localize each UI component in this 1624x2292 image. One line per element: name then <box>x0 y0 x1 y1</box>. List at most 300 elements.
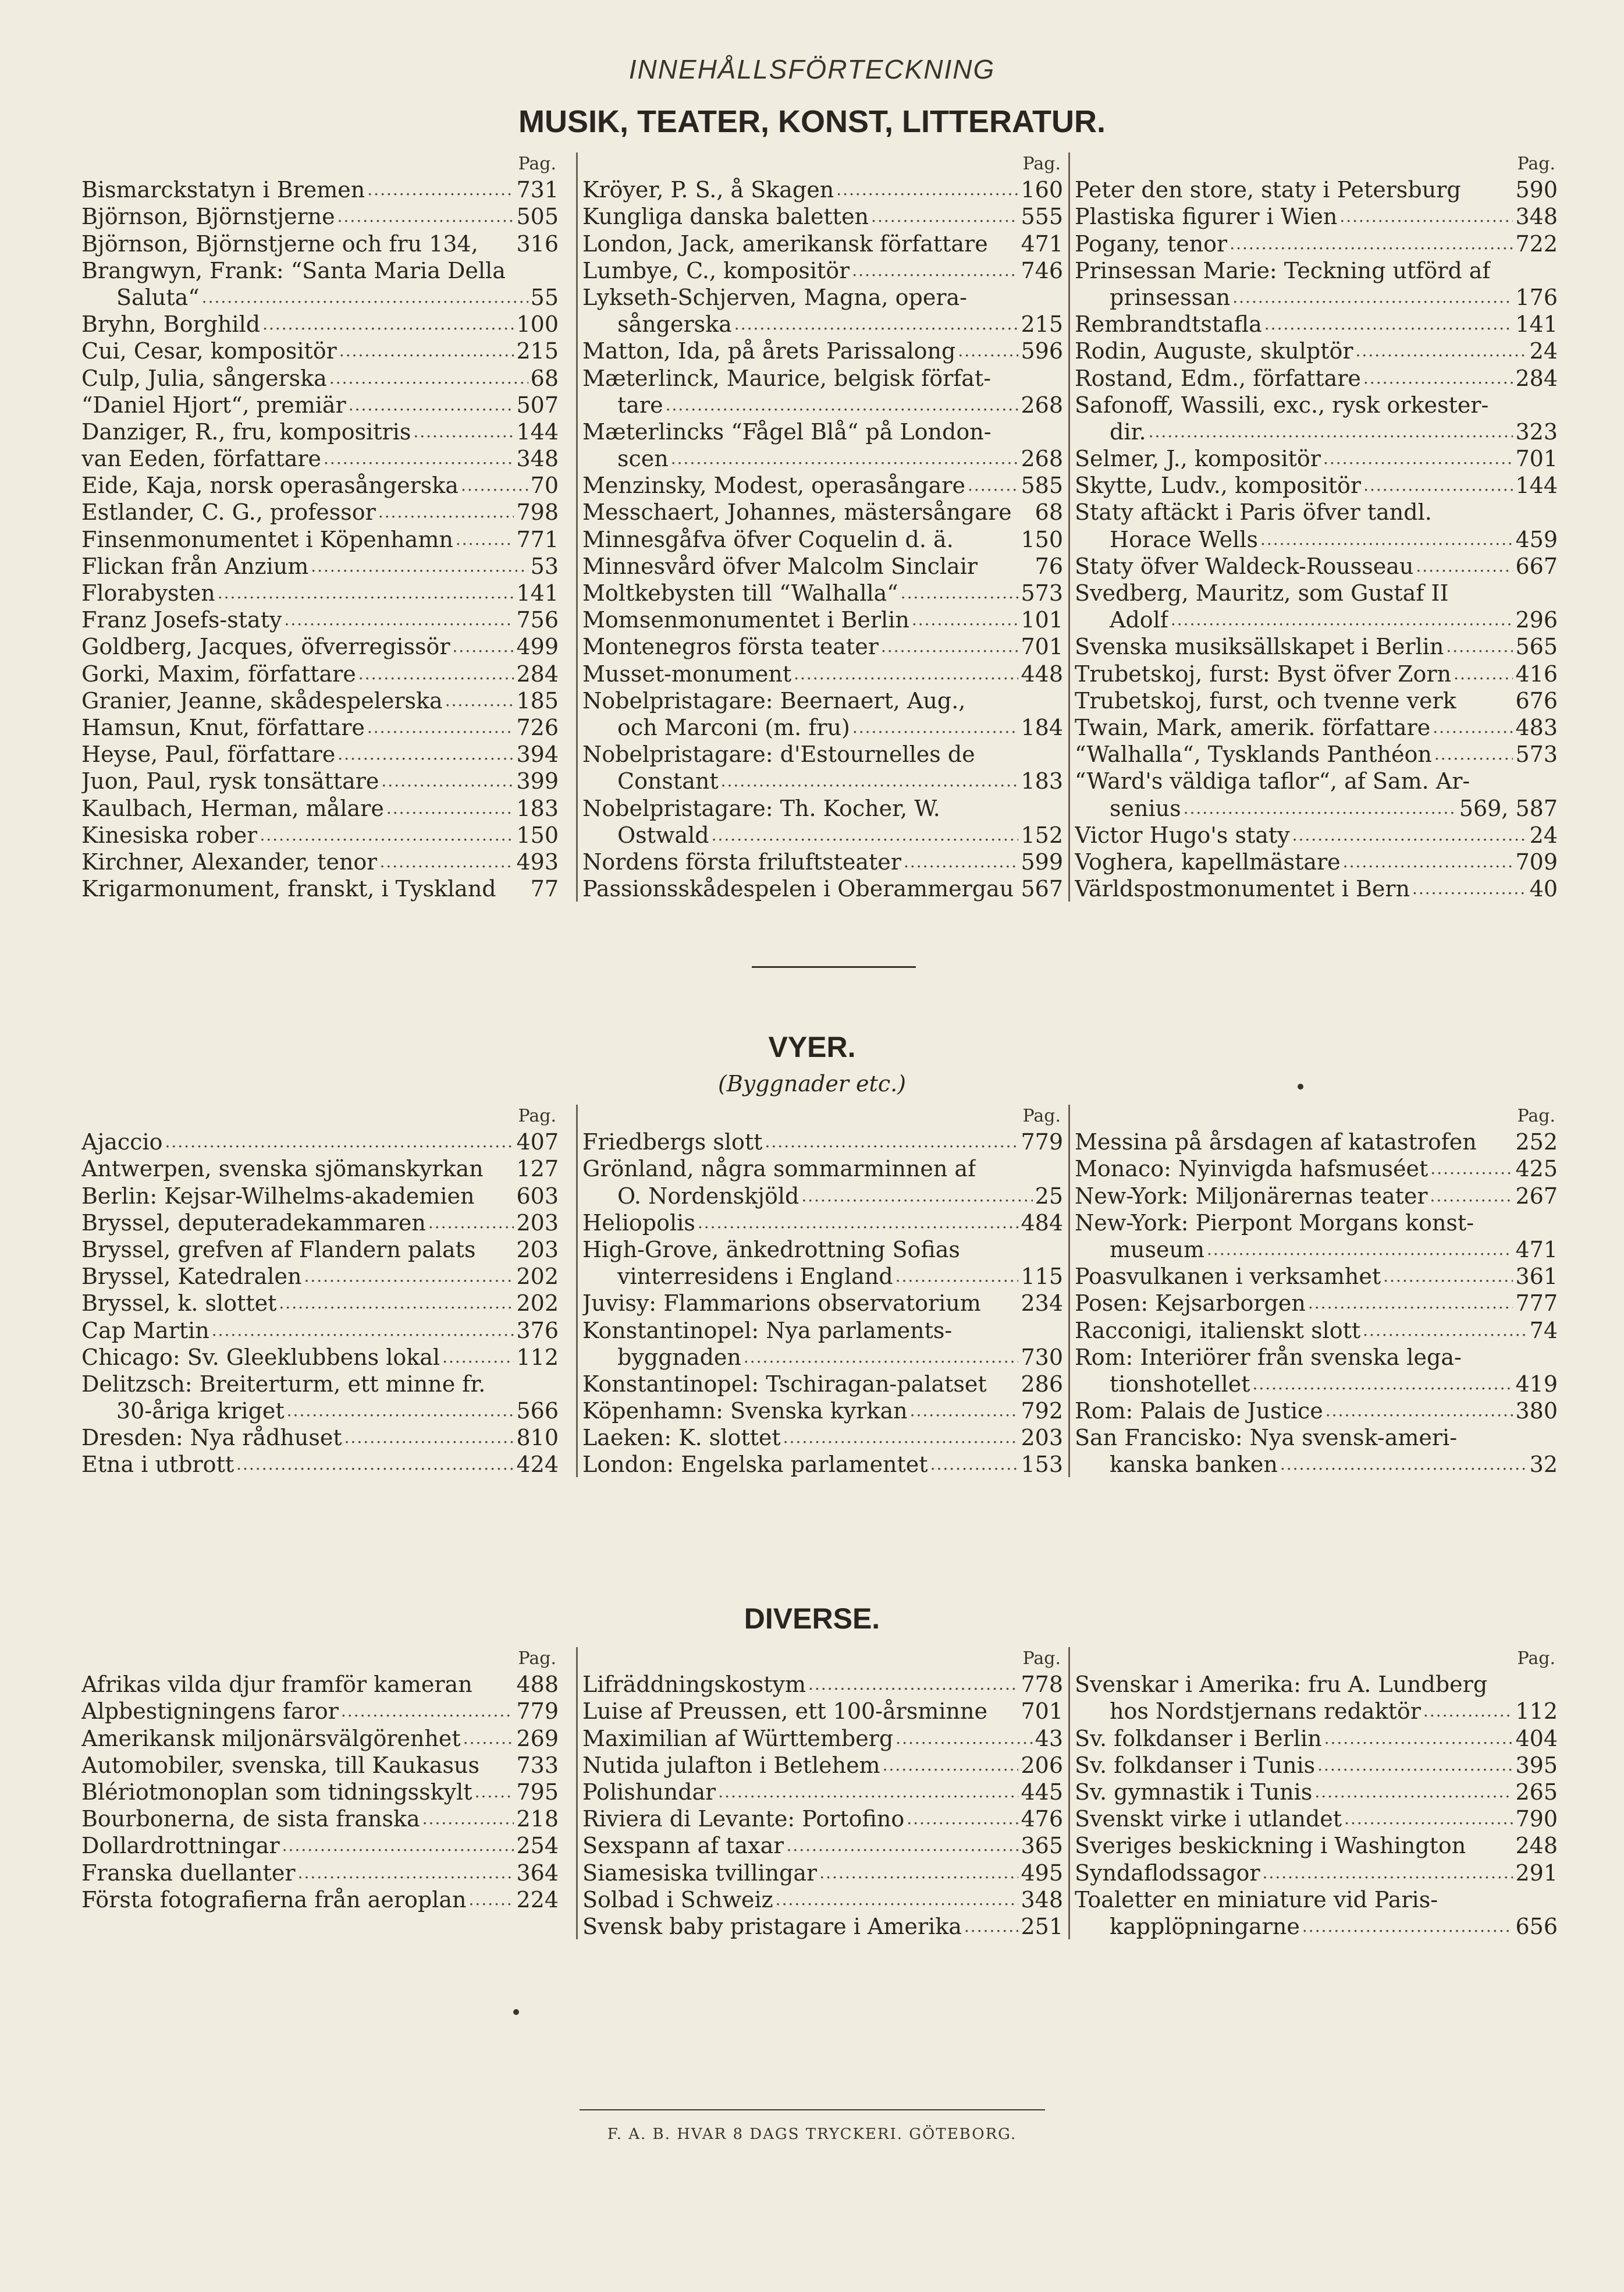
index-entry <box>582 1450 1063 1477</box>
page-number: 215 <box>1021 311 1063 338</box>
page-number: 810 <box>516 1425 559 1451</box>
dot-leader <box>384 796 514 821</box>
page-number: 183 <box>1021 768 1063 794</box>
entry-title: Etna i utbrott <box>81 1452 234 1478</box>
index-entry <box>81 337 559 364</box>
index-entry <box>1075 1316 1558 1343</box>
page-number: 733 <box>516 1752 559 1778</box>
index-entry <box>81 579 559 606</box>
index-entry <box>582 418 1063 445</box>
dot-leader <box>791 661 1018 687</box>
index-entry <box>81 1262 559 1289</box>
entry-title: Maximilian af Württemberg <box>582 1725 894 1751</box>
page-number: 152 <box>1021 822 1063 848</box>
entry-title: sångerska <box>617 311 732 338</box>
page-number: 596 <box>1021 338 1063 364</box>
entry-title: Dollardrottningar <box>81 1833 280 1859</box>
entry-title: Granier, Jeanne, skådespelerska <box>81 687 443 714</box>
index-entry <box>81 1370 559 1397</box>
entry-title: Blériotmonoplan som tidningsskylt <box>81 1779 472 1805</box>
entry-title: Twain, Mark, amerik. författare <box>1075 714 1431 740</box>
dot-leader <box>850 258 1018 283</box>
dot-leader <box>893 1264 1019 1289</box>
index-entry <box>1075 1805 1558 1832</box>
dot-leader <box>461 1726 514 1751</box>
entry-title: Montenegros första teater <box>582 634 879 660</box>
entry-title: Nordens första friluftsteater <box>582 849 901 875</box>
entry-title: Nobelpristagare: Th. Kocher, W. <box>582 795 940 821</box>
entry-title: Saluta“ <box>116 284 200 310</box>
index-entry <box>1075 687 1558 714</box>
dot-leader <box>346 392 514 418</box>
index-entry <box>81 498 559 525</box>
page-number: 419 <box>1515 1371 1558 1397</box>
page-number: 573 <box>1021 580 1063 606</box>
index-entry <box>582 1724 1063 1751</box>
print-speck <box>513 2009 519 2015</box>
index-entry <box>1075 794 1558 821</box>
entry-title: vinterresidens i England <box>617 1264 893 1290</box>
page-number: 68 <box>1035 499 1063 526</box>
page-number: 395 <box>1515 1752 1558 1778</box>
entry-title: New-York: Pierpont Morgans konst- <box>1075 1209 1474 1236</box>
index-entry <box>582 848 1063 875</box>
dot-leader <box>1204 1237 1513 1262</box>
dot-leader <box>209 1318 514 1343</box>
entry-title: byggnaden <box>617 1344 741 1370</box>
page-number: 153 <box>1021 1452 1063 1478</box>
entry-title: Minnesvård öfver Malcolm Sinclair <box>582 553 978 579</box>
entry-title: Konstantinopel: Nya parlaments- <box>582 1317 953 1343</box>
index-entry <box>81 848 559 875</box>
entry-title: Trubetskoj, furst: Byst öfver Zorn <box>1075 661 1452 687</box>
index-entry <box>582 229 1063 256</box>
index-entry <box>81 1778 559 1805</box>
dot-leader <box>880 1752 1019 1778</box>
vyer-column-1 <box>81 1105 559 1477</box>
running-head: INNEHÅLLSFÖRTECKNING <box>628 54 996 84</box>
entry-title: Kinesiska rober <box>81 822 258 848</box>
dot-leader <box>365 715 514 740</box>
index-entry <box>81 552 559 579</box>
dot-leader <box>356 661 514 687</box>
page-number: 316 <box>516 230 559 257</box>
page-number: 203 <box>516 1209 559 1236</box>
entry-title: Grönland, några sommarminnen af <box>582 1156 976 1182</box>
index-entry <box>1075 525 1558 552</box>
entry-title: “Walhalla“, Tysklands Panthéon <box>1075 741 1432 768</box>
page-number: 203 <box>1021 1425 1063 1451</box>
page-number: 505 <box>516 204 559 230</box>
page-number: 53 <box>530 553 559 579</box>
entry-title: Svedberg, Mauritz, som Gustaf II <box>1075 580 1449 606</box>
entry-title: Mæterlinck, Maurice, belgisk förfat- <box>582 365 992 391</box>
entry-title: Lifräddningskostym <box>582 1672 806 1698</box>
index-entry <box>81 1886 559 1913</box>
index-entry <box>1075 257 1558 283</box>
index-entry <box>81 525 559 552</box>
dot-leader <box>781 1425 1019 1450</box>
index-entry <box>81 445 559 471</box>
entry-title: Gorki, Maxim, författare <box>81 661 356 687</box>
entry-title: Luise af Preussen, ett 100-årsminne <box>582 1698 987 1725</box>
page-number: 476 <box>1021 1806 1063 1832</box>
index-entry <box>582 579 1063 606</box>
page-number: 150 <box>1021 526 1063 552</box>
page-number: 202 <box>516 1290 559 1317</box>
entry-title: Automobiler, svenska, till Kaukasus <box>81 1752 479 1778</box>
index-entry <box>1075 1128 1558 1155</box>
page-number: 112 <box>516 1344 559 1370</box>
index-entry <box>81 471 559 498</box>
entry-title: Peter den store, staty i Petersburg <box>1075 177 1461 203</box>
index-entry <box>1075 848 1558 875</box>
page-number: 100 <box>516 311 559 338</box>
index-entry <box>81 1832 559 1858</box>
entry-title: kapplöpningarne <box>1110 1913 1300 1939</box>
index-entry <box>582 606 1063 633</box>
index-entry <box>1075 1724 1558 1751</box>
index-entry <box>1075 606 1558 633</box>
index-entry <box>582 714 1063 740</box>
index-entry <box>81 821 559 848</box>
entry-title: Dresden: Nya rådhuset <box>81 1425 342 1451</box>
index-entry <box>1075 418 1558 445</box>
page-number: 127 <box>516 1156 559 1182</box>
page-number: 284 <box>1515 365 1558 391</box>
index-entry <box>1075 498 1558 525</box>
entry-title: Skytte, Ludv., kompositör <box>1075 473 1362 499</box>
dot-leader <box>773 1887 1019 1913</box>
page-number: 488 <box>516 1672 559 1698</box>
entry-title: Afrikas vilda djur framför kameran <box>81 1672 472 1698</box>
page-number: 348 <box>1515 204 1558 230</box>
index-entry <box>1075 1289 1558 1316</box>
dot-leader <box>879 634 1019 659</box>
vyer-column-2 <box>576 1105 1063 1477</box>
dot-leader <box>1360 1318 1527 1343</box>
entry-title: “Daniel Hjort“, premiär <box>81 392 346 418</box>
page-number: 507 <box>516 392 559 418</box>
dot-leader <box>1432 741 1513 767</box>
dot-leader <box>1337 204 1513 229</box>
page-number: 268 <box>1021 446 1063 472</box>
page-number: 448 <box>1021 661 1063 687</box>
dot-leader <box>1290 822 1527 848</box>
entry-title: Bourbonerna, de sista franska <box>81 1806 420 1832</box>
index-entry <box>81 1450 559 1477</box>
index-entry <box>81 176 559 203</box>
page-number: 234 <box>1021 1290 1063 1317</box>
entry-title: Friedbergs slott <box>582 1129 763 1155</box>
entry-title: Monaco: Nyinvigda hafsmuséet <box>1075 1156 1428 1182</box>
entry-title: Flickan från Anzium <box>81 553 309 579</box>
index-entry <box>582 1236 1063 1262</box>
section-title-vyer: VYER. <box>768 1031 856 1063</box>
page-number: 24 <box>1529 338 1558 364</box>
entry-title: Kungliga danska baletten <box>582 204 869 230</box>
index-entry <box>1075 821 1558 848</box>
entry-title: Danziger, R., fru, kompositris <box>81 418 411 445</box>
page-number: 756 <box>516 607 559 633</box>
index-entry <box>81 1858 559 1885</box>
index-entry <box>582 1858 1063 1885</box>
dot-leader <box>709 822 1019 848</box>
dot-leader <box>1262 311 1513 337</box>
entry-title: Laeken: K. slottet <box>582 1425 781 1451</box>
dot-leader <box>1353 338 1527 364</box>
page-number: 361 <box>1515 1264 1558 1290</box>
dot-leader <box>321 446 514 471</box>
dot-leader <box>440 1344 514 1370</box>
index-entry <box>582 1316 1063 1343</box>
index-entry <box>1075 1697 1558 1724</box>
index-entry <box>81 1316 559 1343</box>
entry-title: Bismarckstatyn i Bremen <box>81 177 365 203</box>
index-entry <box>81 229 559 256</box>
entry-title: museum <box>1110 1236 1205 1262</box>
dot-leader <box>1381 1264 1513 1289</box>
page-number: 365 <box>1021 1833 1063 1859</box>
page-number: 185 <box>516 687 559 714</box>
index-entry <box>582 767 1063 794</box>
page-number: 323 <box>1515 418 1558 445</box>
index-entry <box>582 1751 1063 1778</box>
page-number: 573 <box>1515 741 1558 768</box>
entry-title: Musset-monument <box>582 661 792 687</box>
page-number: 425 <box>1515 1156 1558 1182</box>
index-entry <box>582 552 1063 579</box>
page-number: 471 <box>1021 230 1063 257</box>
index-entry <box>582 1805 1063 1832</box>
page-number: 76 <box>1035 553 1063 579</box>
page-number: 141 <box>1515 311 1558 338</box>
entry-title: Lykseth-Schjerven, Magna, opera- <box>582 284 967 310</box>
dot-leader <box>1361 366 1513 391</box>
index-entry <box>582 633 1063 659</box>
index-entry <box>582 203 1063 229</box>
dot-leader <box>337 338 514 364</box>
entry-title: Bryssel, deputeradekammaren <box>81 1209 426 1236</box>
page-number: 24 <box>1529 822 1558 848</box>
page-number: 176 <box>1515 284 1558 310</box>
dot-leader <box>834 177 1018 203</box>
page-number: 268 <box>1021 392 1063 418</box>
page-number: 795 <box>516 1779 559 1805</box>
entry-title: Bryssel, k. slottet <box>81 1290 277 1317</box>
index-entry <box>582 1155 1063 1182</box>
entry-title: Bryhn, Borghild <box>81 311 261 338</box>
page-number: 348 <box>516 446 559 472</box>
index-entry <box>582 283 1063 310</box>
entry-title: Lumbye, C., kompositör <box>582 257 850 283</box>
page-number: 218 <box>516 1806 559 1832</box>
entry-title: kanska banken <box>1110 1452 1278 1478</box>
dot-leader <box>296 1860 514 1886</box>
dot-leader <box>1322 1726 1513 1751</box>
entry-title: Kaulbach, Herman, målare <box>81 795 384 821</box>
index-entry <box>582 1697 1063 1724</box>
dot-leader <box>799 1183 1032 1209</box>
dot-leader <box>420 1806 514 1832</box>
page-number: 779 <box>516 1698 559 1725</box>
index-entry <box>582 310 1063 337</box>
page-number: 296 <box>1515 607 1558 633</box>
pag-label: Pag. <box>518 1106 556 1126</box>
dot-leader <box>669 446 1019 471</box>
dot-leader <box>908 1398 1019 1424</box>
index-entry <box>1075 1858 1558 1885</box>
index-entry <box>81 1697 559 1724</box>
index-entry <box>582 1128 1063 1155</box>
entry-title: Safonoff, Wassili, exc., rysk orkester- <box>1075 392 1489 418</box>
entry-title: Sv. gymnastik i Tunis <box>1075 1779 1313 1805</box>
index-entry <box>1075 1370 1558 1397</box>
dot-leader <box>1300 1914 1513 1939</box>
page-number: 284 <box>516 661 559 687</box>
entry-title: London, Jack, amerikansk författare <box>582 230 988 257</box>
entry-title: och Marconi (m. fru) <box>617 714 850 740</box>
index-entry <box>582 1670 1063 1697</box>
entry-title: hos Nordstjernans redaktör <box>1110 1698 1421 1725</box>
index-entry <box>582 1262 1063 1289</box>
dot-leader <box>450 634 514 659</box>
index-entry <box>81 1805 559 1832</box>
diverse-column-1 <box>81 1647 559 1913</box>
index-entry <box>582 1182 1063 1208</box>
page-number: 726 <box>516 714 559 740</box>
dot-leader <box>308 554 528 579</box>
dot-leader <box>257 822 514 848</box>
entry-title: Delitzsch: Breiterturm, ett minne fr. <box>81 1371 486 1397</box>
dot-leader <box>327 366 528 391</box>
page-number: 484 <box>1021 1209 1063 1236</box>
dot-leader <box>762 1129 1018 1155</box>
dot-leader <box>200 285 528 310</box>
entry-title: Kirchner, Alexander, tenor <box>81 849 378 875</box>
entry-title: dir. <box>1110 418 1146 445</box>
dot-leader <box>376 499 514 525</box>
entry-title: Nobelpristagare: d'Estournelles de <box>582 741 975 768</box>
index-entry <box>81 418 559 445</box>
index-entry <box>582 875 1063 902</box>
entry-title: prinsessan <box>1110 284 1231 310</box>
entry-title: Svenskar i Amerika: fru A. Lundberg <box>1075 1672 1488 1698</box>
entry-title: Franz Josefs-staty <box>81 607 282 633</box>
vyer-column-3 <box>1068 1105 1558 1477</box>
entry-title: Bryssel, Katedralen <box>81 1264 302 1290</box>
pag-label: Pag. <box>1517 1106 1555 1126</box>
index-entry <box>1075 1913 1558 1939</box>
page-number: 248 <box>1515 1833 1558 1859</box>
page-number: 777 <box>1515 1290 1558 1317</box>
pag-label: Pag. <box>1517 154 1555 174</box>
page-number: 722 <box>1515 230 1558 257</box>
dot-leader <box>1413 554 1513 579</box>
index-entry <box>81 1670 559 1697</box>
index-entry <box>1075 1450 1558 1477</box>
index-entry <box>1075 176 1558 203</box>
page-number: 267 <box>1515 1183 1558 1209</box>
index-entry <box>81 391 559 418</box>
entry-title: Konstantinopel: Tschiragan-palatset <box>582 1371 987 1397</box>
dot-leader <box>1278 1452 1527 1477</box>
index-entry <box>81 310 559 337</box>
entry-title: Nutida julafton i Betlehem <box>582 1752 880 1778</box>
index-entry <box>582 525 1063 552</box>
dot-leader <box>379 768 514 794</box>
entry-title: Mæterlincks “Fågel Blå“ på London- <box>582 418 992 445</box>
dot-leader <box>898 580 1019 606</box>
index-entry <box>81 714 559 740</box>
entry-title: “Ward's väldiga taflor“, af Sam. Ar- <box>1075 768 1470 794</box>
entry-title: Första fotografierna från aeroplan <box>81 1886 467 1913</box>
dot-leader <box>215 580 514 606</box>
page-number: 603 <box>516 1183 559 1209</box>
dot-leader <box>719 768 1019 794</box>
entry-title: Florabysten <box>81 580 215 606</box>
entry-title: Matton, Ida, på årets Parissalong <box>582 338 956 364</box>
index-entry <box>582 659 1063 686</box>
page-number: 112 <box>1515 1698 1558 1725</box>
entry-title: Sv. folkdanser i Tunis <box>1075 1752 1316 1778</box>
page-number: 499 <box>516 634 559 660</box>
dot-leader <box>335 741 514 767</box>
page-number: 709 <box>1515 849 1558 875</box>
index-entry <box>81 364 559 391</box>
index-entry <box>1075 1155 1558 1182</box>
entry-title: Minnesgåfva öfver Coquelin d. ä. <box>582 526 954 552</box>
page-number: 150 <box>516 822 559 848</box>
entry-title: Ostwald <box>617 822 709 848</box>
index-entry <box>1075 740 1558 767</box>
entry-title: Voghera, kapellmästare <box>1075 849 1341 875</box>
dot-leader <box>732 311 1019 337</box>
print-speck <box>1298 1084 1303 1090</box>
entry-title: Hamsun, Knut, författare <box>81 714 365 740</box>
page-number: 701 <box>1021 1698 1063 1725</box>
page-number: 55 <box>530 284 559 310</box>
dot-leader <box>1410 876 1527 902</box>
entry-title: tionshotellet <box>1110 1371 1250 1397</box>
entry-title: Moltkebysten till “Walhalla“ <box>582 580 898 606</box>
printer-imprint: F. A. B. HVAR 8 DAGS TRYCKERI. GÖTEBORG. <box>607 2126 1017 2143</box>
entry-title: Victor Hugo's staty <box>1075 822 1290 848</box>
page-number: 404 <box>1515 1725 1558 1751</box>
entry-title: senius <box>1110 795 1181 821</box>
index-entry <box>81 1343 559 1370</box>
index-entry <box>582 257 1063 283</box>
musik-column-3 <box>1068 152 1558 902</box>
page-number: 790 <box>1515 1806 1558 1832</box>
dot-leader <box>467 1887 514 1913</box>
page-number: 731 <box>516 177 559 203</box>
dot-leader <box>1312 1779 1513 1805</box>
page-number: 224 <box>516 1886 559 1913</box>
pag-label: Pag. <box>518 154 556 174</box>
dot-leader <box>377 849 514 875</box>
dot-leader <box>1342 1806 1513 1832</box>
index-entry <box>81 1397 559 1424</box>
index-entry <box>1075 229 1558 256</box>
index-entry <box>1075 1182 1558 1208</box>
index-entry <box>582 687 1063 714</box>
dot-leader <box>1361 473 1513 498</box>
index-entry <box>582 471 1063 498</box>
pag-label: Pag. <box>1022 1106 1061 1126</box>
index-entry <box>582 1289 1063 1316</box>
page-number: 269 <box>516 1725 559 1751</box>
